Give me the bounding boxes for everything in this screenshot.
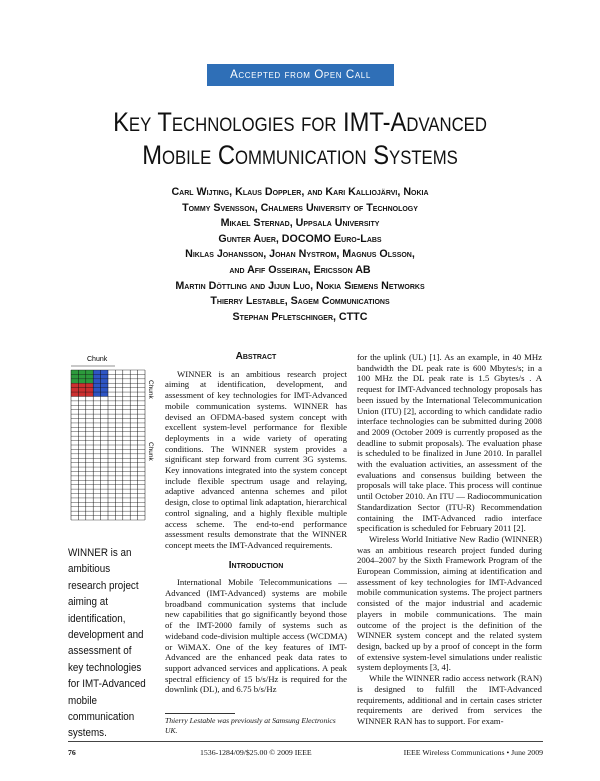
- right-text-column: [357, 352, 542, 727]
- figure-caption: WINNER is an ambitious research project aiming at identification, development and assessment of key technologies for IMT-Advanced mobile communication systems.: [68, 547, 146, 740]
- author-line: Thierry Lestable, Sagem Communications: [210, 295, 390, 308]
- author-line: Martin Döttling and Jijun Luo, Nokia Siemens Networks: [175, 279, 425, 292]
- author-line: Gunter Auer, DOCOMO Euro-Labs: [218, 232, 382, 245]
- paragraph: Wireless World Initiative New Radio (WINNER) was an ambitious research project funded during 2004–2007 by the Sixth Framework Program of the European Commission, aiming at identification and assessment of key technologies for IMT-Advanced mobile communication systems. The project partners consisted of the major industrial and academic players in mobile communications. The main outcome of the project is the definition of the WINNER system concept and the related system design, backed up by a proof of concept in the form of extensive system-level simulations under realistic system deployments [3, 4].: [357, 533, 542, 673]
- title-line-1: Key Technologies for IMT-Advanced: [113, 107, 487, 137]
- green-chunk-block: [71, 370, 93, 383]
- abstract-heading: Abstract: [235, 351, 277, 362]
- issn-line: 1536-1284/09/$25.00 © 2009 IEEE: [200, 748, 312, 757]
- left-text-column: [165, 352, 347, 695]
- introduction-text: International Mobile Telecommunications — Advanced (IMT-Advanced) systems are mobile broadband communication systems that include new capabilities that go significantly beyond those of the IMT-2000 family of systems such as wideband code-division multiple access (WCDMA) or WiMAX. One of the key features of IMT-Advanced are the enhanced peak data rates to support advanced services and applications. A peak spectral efficiency of 15 b/s/Hz is required for the downlink (DL), and 6.75 b/s/Hz: [165, 577, 347, 695]
- article-title: [71, 106, 529, 172]
- chunk-grid-figure: [67, 352, 157, 527]
- author-line: Carl Wijting, Klaus Doppler, and Kari Kalliojärvi, Nokia: [171, 186, 429, 198]
- chunk-label-top: Chunk: [87, 356, 108, 363]
- paragraph: for the uplink (UL) [1]. As an example, in 40 MHz bandwidth the DL peak rate is 600 Mbytes/s; in a 100 MHz the DL peak rate is 1.5 Gbytes/s . A request for IMT-Advanced technology proposals has been issued by the International Telecommunication Union (ITU) [2], according to which candidate radio interface technologies can be submitted during 2008 and 2009 (October 2009 is currently proposed as the deadline to submit proposals). The evaluation phase is scheduled to be finalized in June 2010. In parallel with the evaluation activities, an assessment of the evaluations and consensus building between the proposals will take place. This process will continue until October 2010. An ITU — Radiocommunication Standardization Sector (ITU-R) Recommendation containing the IMT-Advanced radio interface specification is scheduled for February 2011 [2].: [357, 352, 542, 534]
- page-number: 76: [68, 748, 76, 757]
- red-chunk-block: [71, 383, 93, 396]
- author-line: Stephan Pfletschinger, CTTC: [232, 310, 368, 323]
- footer-rule: [68, 741, 543, 742]
- introduction-heading: Introduction: [228, 559, 284, 571]
- chunk-label-right-top: Chunk: [147, 380, 154, 399]
- author-line: Tommy Svensson, Chalmers University of Technology: [182, 201, 418, 214]
- accepted-from-open-call-banner: Accepted from Open Call: [207, 64, 394, 86]
- chunk-label-right-mid: Chunk: [147, 442, 154, 461]
- journal-line: IEEE Wireless Communications • June 2009: [403, 748, 543, 757]
- abstract-text: WINNER is an ambitious research project aiming at identification, development, and assessment of key technologies for IMT-Advanced mobile communication systems. WINNER has devised an OFDMA-based system concept with excellent system-level performance for flexible deployments in a wide variety of operating conditions. The WINNER system provides a significant step forward from current 3G systems. Key innovations integrated into the system concept include flexible spectrum usage and relaying, adaptive advanced antenna schemes and pilot design, close to optimal link adaptation, hierarchical control signaling, and a highly flexible multiple access scheme. The end-to-end performance assessment results demonstrate that the WINNER concept meets the IMT-Advanced requirements.: [165, 368, 347, 550]
- author-list: [60, 185, 540, 325]
- footnote: Thierry Lestable was previously at Samsung Electronics UK.: [165, 716, 336, 735]
- time-frequency-grid: [71, 370, 145, 520]
- paragraph: While the WINNER radio access network (RAN) is designed to fulfill the IMT-Advanced requirements, additional and in certain cases stricter requirements are derived from services the WINNER RAN has to support. For exam-: [357, 673, 542, 726]
- author-line: Mikael Sternad, Uppsala University: [220, 217, 380, 230]
- author-line: Niklas Johansson, Johan Nystrom, Magnus Olsson,: [185, 248, 415, 261]
- footnote-rule: [165, 713, 235, 714]
- author-line: and Afif Osseiran, Ericsson AB: [229, 263, 371, 276]
- title-line-2: Mobile Communication Systems: [142, 140, 458, 170]
